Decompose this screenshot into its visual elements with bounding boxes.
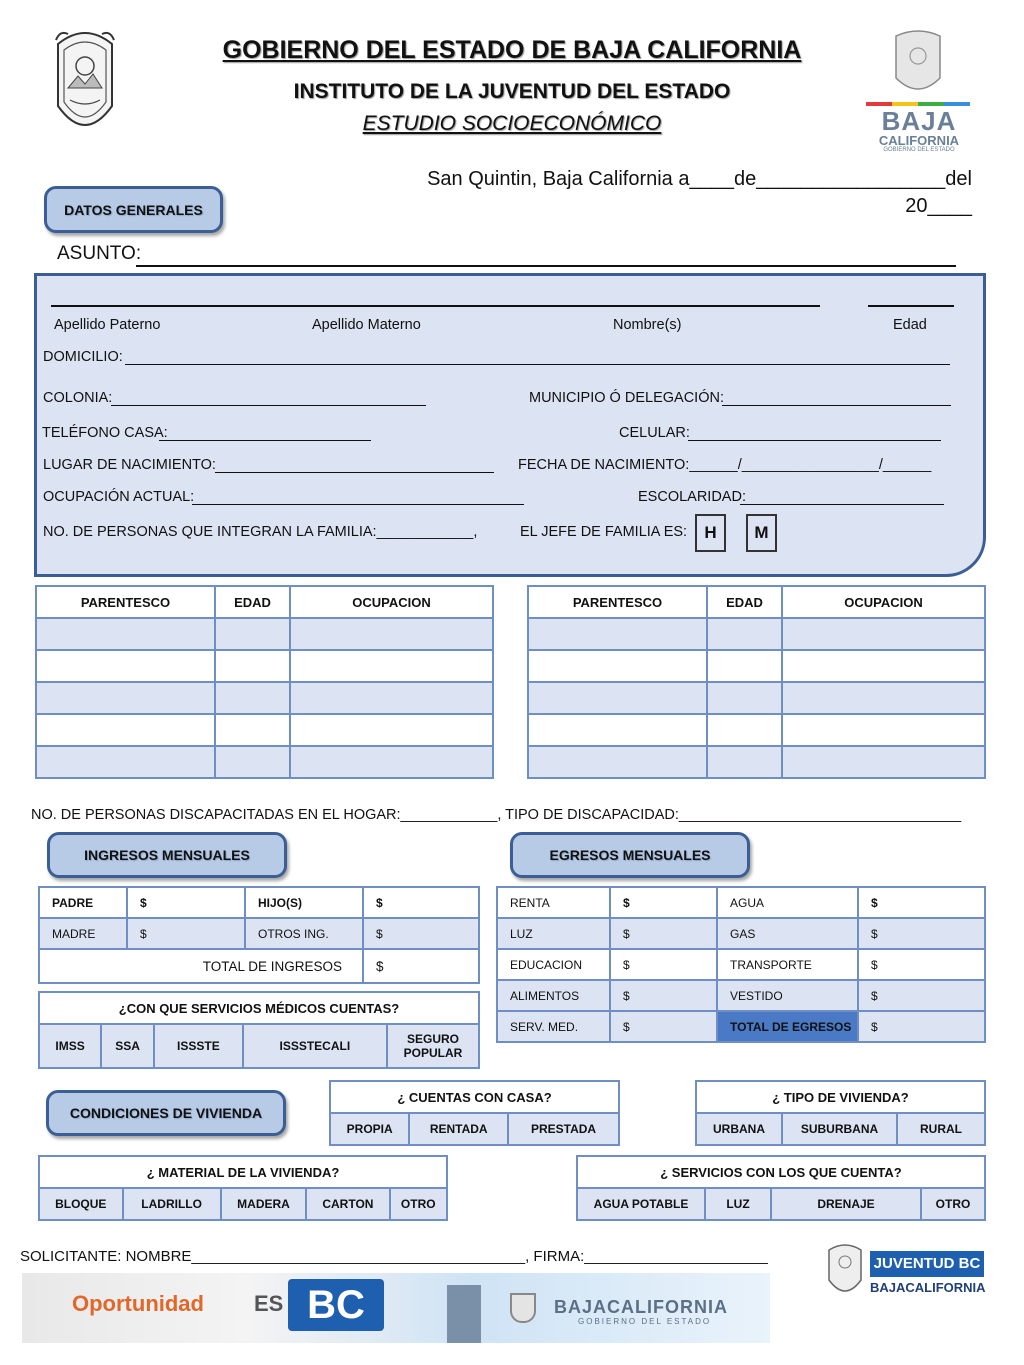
colonia-input-line[interactable] <box>111 405 426 406</box>
table-row <box>39 949 479 983</box>
baja-california-logo <box>862 30 974 154</box>
option-carton[interactable]: CARTON <box>306 1188 389 1220</box>
option-bloque[interactable]: BLOQUE <box>39 1188 123 1220</box>
col-edad: EDAD <box>707 586 782 618</box>
table-cell[interactable] <box>290 650 493 682</box>
bc-logo: BC <box>288 1279 384 1331</box>
option-madera[interactable]: MADERA <box>221 1188 307 1220</box>
renta-label: RENTA <box>497 887 610 918</box>
col-edad: EDAD <box>215 586 290 618</box>
table-row <box>528 650 985 682</box>
option-suburbana[interactable]: SUBURBANA <box>782 1113 897 1145</box>
tipo-vivienda-table <box>695 1080 986 1146</box>
ocupacion-input-line[interactable] <box>192 504 524 505</box>
table-cell[interactable] <box>707 650 782 682</box>
vestido-label: VESTIDO <box>717 980 858 1011</box>
serv-med-amount[interactable]: $ <box>610 1011 717 1042</box>
table-row <box>497 980 985 1011</box>
jefe-familia-label: EL JEFE DE FAMILIA ES: <box>520 524 688 540</box>
footer-banner <box>22 1273 770 1343</box>
alimentos-label: ALIMENTOS <box>497 980 610 1011</box>
servicios-medicos-title: ¿CON QUE SERVICIOS MÉDICOS CUENTAS? <box>39 992 479 1024</box>
table-cell[interactable] <box>528 682 707 714</box>
madre-label: MADRE <box>39 918 127 949</box>
option-otro-material[interactable]: OTRO <box>390 1188 447 1220</box>
section-ingresos: INGRESOS MENSUALES <box>47 832 287 878</box>
table-row <box>36 650 493 682</box>
oportunidad-text: Oportunidad <box>72 1291 204 1316</box>
option-issstecali[interactable]: ISSSTECALI <box>243 1024 387 1068</box>
asunto-input-line[interactable] <box>136 265 956 267</box>
edad-label: Edad <box>893 317 927 333</box>
table-cell[interactable] <box>528 714 707 746</box>
table-cell[interactable] <box>528 618 707 650</box>
table-cell[interactable] <box>782 682 985 714</box>
table-cell[interactable] <box>782 746 985 778</box>
educacion-label: EDUCACION <box>497 949 610 980</box>
option-otro-servicio[interactable]: OTRO <box>921 1188 985 1220</box>
escolaridad-label: ESCOLARIDAD: <box>638 489 746 505</box>
municipio-input-line[interactable] <box>722 405 951 406</box>
servicios-title: ¿ SERVICIOS CON LOS QUE CUENTA? <box>577 1156 985 1188</box>
place-date-line-2: 20____ <box>905 195 972 217</box>
table-cell[interactable] <box>215 714 290 746</box>
option-drenaje[interactable]: DRENAJE <box>771 1188 921 1220</box>
table-cell[interactable] <box>290 618 493 650</box>
total-ingresos-label: TOTAL DE INGRESOS <box>39 949 363 983</box>
solicitante-line[interactable]: SOLICITANTE: NOMBRE________________________________________, FIRMA:______________________ <box>20 1248 768 1265</box>
total-egresos-label: TOTAL DE EGRESOS <box>717 1011 858 1042</box>
table-cell[interactable] <box>215 650 290 682</box>
option-propia[interactable]: PROPIA <box>330 1113 409 1145</box>
municipio-label: MUNICIPIO Ó DELEGACIÓN: <box>529 390 724 406</box>
gas-amount[interactable]: $ <box>858 918 985 949</box>
escolaridad-input-line[interactable] <box>740 504 944 505</box>
es-text: ES <box>254 1291 284 1316</box>
section-vivienda: CONDICIONES DE VIVIENDA <box>46 1090 286 1136</box>
table-row <box>497 1011 985 1042</box>
col-parentesco: PARENTESCO <box>36 586 215 618</box>
option-rural[interactable]: RURAL <box>897 1113 985 1145</box>
telefono-input-line[interactable] <box>159 440 371 441</box>
vestido-amount[interactable]: $ <box>858 980 985 1011</box>
serv-med-label: SERV. MED. <box>497 1011 610 1042</box>
table-cell[interactable] <box>36 714 215 746</box>
logo-baja-text: BAJA <box>881 106 957 136</box>
otros-ing-amount[interactable]: $ <box>363 918 479 949</box>
padre-amount[interactable]: $ <box>127 887 245 918</box>
table-cell[interactable] <box>290 682 493 714</box>
juventud-shield-icon <box>825 1242 865 1300</box>
hijos-label: HIJO(S) <box>245 887 363 918</box>
gas-label: GAS <box>717 918 858 949</box>
table-cell[interactable] <box>215 682 290 714</box>
section-egresos: EGRESOS MENSUALES <box>510 832 750 878</box>
table-cell[interactable] <box>36 618 215 650</box>
apellido-paterno-label: Apellido Paterno <box>54 317 161 333</box>
fecha-nacimiento-field[interactable]: FECHA DE NACIMIENTO:______/_________________/______ <box>518 457 932 473</box>
table-row <box>528 714 985 746</box>
table-cell[interactable] <box>36 746 215 778</box>
padre-label: PADRE <box>39 887 127 918</box>
lugar-nacimiento-label: LUGAR DE NACIMIENTO: <box>43 457 216 473</box>
table-row <box>36 746 493 778</box>
table-cell[interactable] <box>782 714 985 746</box>
madre-amount[interactable]: $ <box>127 918 245 949</box>
table-cell[interactable] <box>528 746 707 778</box>
casa-table <box>329 1080 620 1146</box>
domicilio-input-line[interactable] <box>125 364 950 365</box>
table-row <box>36 682 493 714</box>
transporte-label: TRANSPORTE <box>717 949 858 980</box>
table-cell[interactable] <box>290 746 493 778</box>
transporte-amount[interactable]: $ <box>858 949 985 980</box>
institute-subtitle: INSTITUTO DE LA JUVENTUD DEL ESTADO <box>293 80 731 103</box>
table-cell[interactable] <box>36 682 215 714</box>
logo-gobierno-text: GOBIERNO DEL ESTADO <box>883 147 955 153</box>
servicios-table <box>576 1155 986 1221</box>
table-cell[interactable] <box>36 650 215 682</box>
asunto-label: ASUNTO: <box>57 243 142 264</box>
table-row <box>36 618 493 650</box>
banner-baja-text: BAJACALIFORNIA <box>554 1297 728 1317</box>
family-table-right <box>527 585 986 779</box>
total-egresos-amount[interactable]: $ <box>858 1011 985 1042</box>
table-cell[interactable] <box>215 746 290 778</box>
general-data-panel <box>34 273 986 577</box>
table-cell[interactable] <box>215 618 290 650</box>
table-row <box>528 746 985 778</box>
option-agua-potable[interactable]: AGUA POTABLE <box>577 1188 705 1220</box>
hijos-amount[interactable]: $ <box>363 887 479 918</box>
material-title: ¿ MATERIAL DE LA VIVIENDA? <box>39 1156 447 1188</box>
table-row <box>497 887 985 918</box>
option-ssa[interactable]: SSA <box>101 1024 154 1068</box>
alimentos-amount[interactable]: $ <box>610 980 717 1011</box>
egresos-table <box>496 886 986 1043</box>
place-date-line-1: San Quintin, Baja California a____de_________________del <box>427 168 972 190</box>
option-imss[interactable]: IMSS <box>39 1024 101 1068</box>
banner-gobierno-text: GOBIERNO DEL ESTADO <box>578 1317 712 1326</box>
table-cell[interactable] <box>707 746 782 778</box>
renta-amount[interactable]: $ <box>610 887 717 918</box>
educacion-amount[interactable]: $ <box>610 949 717 980</box>
table-cell[interactable] <box>528 650 707 682</box>
table-cell[interactable] <box>290 714 493 746</box>
personas-familia-field[interactable]: NO. DE PERSONAS QUE INTEGRAN LA FAMILIA:____________, <box>43 524 478 540</box>
family-table-left <box>35 585 494 779</box>
colonia-label: COLONIA: <box>43 390 113 406</box>
table-row <box>39 918 479 949</box>
form-title: ESTUDIO SOCIOECONÓMICO <box>362 112 662 135</box>
option-ladrillo[interactable]: LADRILLO <box>123 1188 221 1220</box>
telefono-label: TELÉFONO CASA: <box>42 425 168 441</box>
col-parentesco: PARENTESCO <box>528 586 707 618</box>
table-row <box>36 714 493 746</box>
nombres-label: Nombre(s) <box>613 317 682 333</box>
jefe-mujer-checkbox[interactable]: M <box>746 514 777 552</box>
celular-label: CELULAR: <box>619 425 690 441</box>
option-rentada[interactable]: RENTADA <box>409 1113 508 1145</box>
casa-title: ¿ CUENTAS CON CASA? <box>330 1081 619 1113</box>
servicios-medicos-table <box>38 991 480 1069</box>
apellidos-nombre-input-line[interactable] <box>51 305 820 307</box>
bajacalifornia-logo-text: BAJACALIFORNIA <box>870 1280 986 1295</box>
table-cell[interactable] <box>782 618 985 650</box>
table-row <box>528 618 985 650</box>
ocupacion-label: OCUPACIÓN ACTUAL: <box>43 489 195 505</box>
banner-building-icon <box>447 1285 481 1343</box>
section-datos-generales: DATOS GENERALES <box>44 186 223 233</box>
apellido-materno-label: Apellido Materno <box>312 317 421 333</box>
jefe-hombre-checkbox[interactable]: H <box>695 514 726 552</box>
luz-label: LUZ <box>497 918 610 949</box>
material-table <box>38 1155 448 1221</box>
table-row <box>497 949 985 980</box>
table-cell[interactable] <box>707 682 782 714</box>
option-urbana[interactable]: URBANA <box>696 1113 782 1145</box>
table-row <box>528 682 985 714</box>
place-date-line[interactable] <box>427 166 972 220</box>
total-ingresos-amount[interactable]: $ <box>363 949 479 983</box>
option-luz[interactable]: LUZ <box>705 1188 771 1220</box>
celular-input-line[interactable] <box>688 440 941 441</box>
edad-input-line[interactable] <box>868 305 954 307</box>
banner-shield-icon <box>510 1293 536 1323</box>
agua-amount[interactable]: $ <box>858 887 985 918</box>
col-ocupacion: OCUPACION <box>290 586 493 618</box>
lugar-nacimiento-input-line[interactable] <box>215 472 494 473</box>
table-cell[interactable] <box>707 618 782 650</box>
option-prestada[interactable]: PRESTADA <box>508 1113 619 1145</box>
tipo-vivienda-title: ¿ TIPO DE VIVIENDA? <box>696 1081 985 1113</box>
col-ocupacion: OCUPACION <box>782 586 985 618</box>
agua-label: AGUA <box>717 887 858 918</box>
logo-california-text: CALIFORNIA <box>878 133 960 148</box>
discapacidad-line[interactable]: NO. DE PERSONAS DISCAPACITADAS EN EL HOGAR:____________, TIPO DE DISCAPACIDAD:___________________________________ <box>31 807 962 823</box>
option-issste[interactable]: ISSSTE <box>154 1024 243 1068</box>
ingresos-table <box>38 886 480 984</box>
domicilio-label: DOMICILIO: <box>43 349 123 365</box>
table-cell[interactable] <box>782 650 985 682</box>
option-seguro-popular[interactable]: SEGURO POPULAR <box>387 1024 479 1068</box>
page-title: GOBIERNO DEL ESTADO DE BAJA CALIFORNIA <box>222 36 802 64</box>
otros-ing-label: OTROS ING. <box>245 918 363 949</box>
luz-amount[interactable]: $ <box>610 918 717 949</box>
table-row <box>39 887 479 918</box>
table-cell[interactable] <box>707 714 782 746</box>
table-row <box>497 918 985 949</box>
juventud-bc-logo: JUVENTUD BC <box>870 1251 984 1277</box>
